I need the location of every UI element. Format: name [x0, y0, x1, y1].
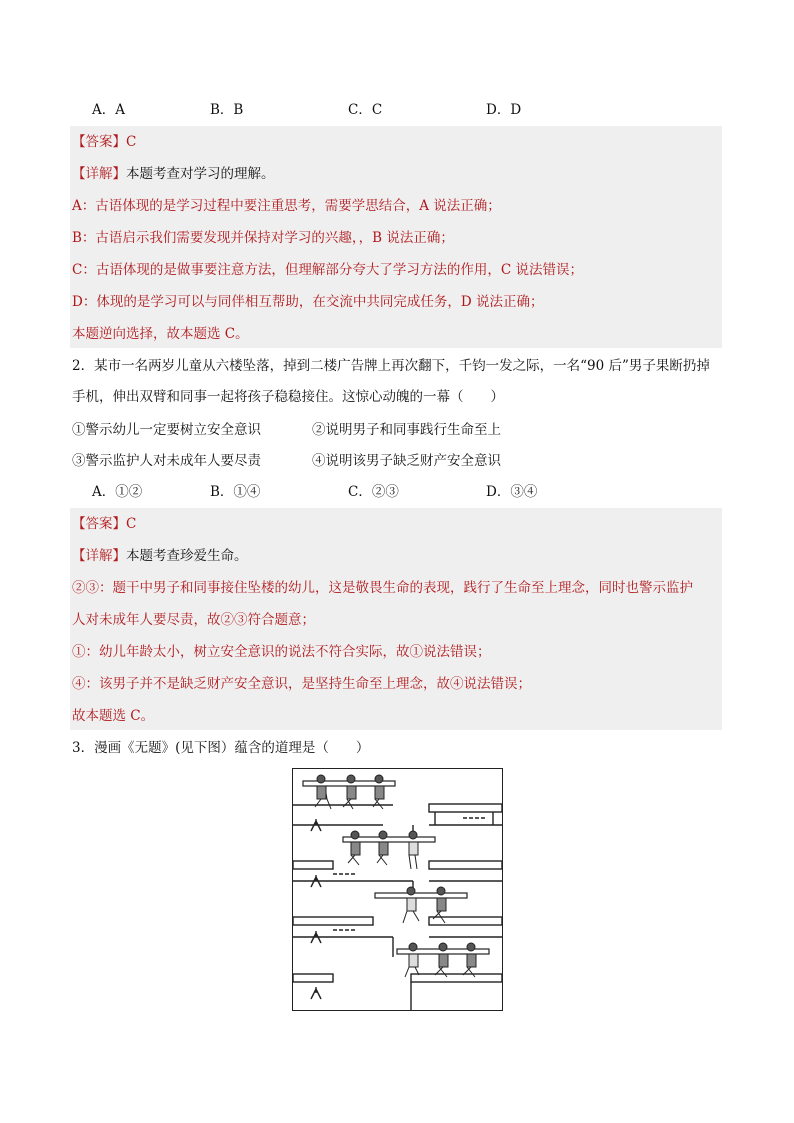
q2-conclusion: 故本题选 C。 — [72, 708, 155, 724]
q2-stem-line2: 手机，伸出双臂和同事一起将孩子稳稳接住。这惊心动魄的一幕（ ） — [72, 389, 504, 405]
q2-detail-text: 本题考查珍爱生命。 — [126, 548, 248, 564]
q2-explain-4: ④：该男子并不是缺乏财产安全意识，是坚持生命至上理念，故④说法错误； — [72, 676, 531, 692]
q1-explain-c: C：古语体现的是做事要注意方法，但理解部分夸大了学习方法的作用，C 说法错误； — [72, 262, 583, 278]
comic-illustration — [292, 768, 503, 1011]
q2-item-4: ④说明该男子缺乏财产安全意识 — [312, 453, 501, 469]
q1-option-b[interactable]: B．B — [210, 102, 244, 118]
q1-option-c[interactable]: C．C — [348, 102, 383, 118]
q2-item-1: ①警示幼儿一定要树立安全意识 — [72, 422, 261, 438]
q1-explain-d: D：体现的是学习可以与同伴相互帮助，在交流中共同完成任务，D 说法正确； — [72, 294, 544, 310]
q2-explain-1: ②③：题干中男子和同事接住坠楼的幼儿，这是敬畏生命的表现，践行了生命至上理念，同时也警示监护 — [72, 580, 693, 596]
q3-stem: 3．漫画《无题》(见下图）蕴含的道理是（ ） — [72, 740, 370, 756]
q2-detail-title: 【详解】本题考查珍爱生命。 — [72, 548, 248, 564]
q1-detail-text: 本题考查对学习的理解。 — [126, 166, 275, 182]
comic-drawing — [293, 769, 502, 1010]
q1-explain-b: B：古语启示我们需要发现并保持对学习的兴趣，，B 说法正确； — [72, 230, 454, 246]
q2-option-c[interactable]: C．②③ — [348, 484, 399, 500]
q2-option-a[interactable]: A．①② — [92, 484, 143, 500]
q1-option-d[interactable]: D．D — [486, 102, 522, 118]
q2-item-3: ③警示监护人对未成年人要尽责 — [72, 453, 261, 469]
q2-option-d[interactable]: D．③④ — [486, 484, 538, 500]
q2-stem-line1: 2．某市一名两岁儿童从六楼坠落，掉到二楼广告牌上再次翻下，千钧一发之际，一名“90 后”男子果断扔掉 — [72, 358, 710, 374]
q1-answer: 【答案】C — [72, 134, 137, 150]
q1-explain-a: A：古语体现的是学习过程中要注重思考，需要学思结合，A 说法正确； — [72, 198, 501, 214]
q1-conclusion: 本题逆向选择，故本题选 C。 — [72, 326, 249, 342]
q2-item-2: ②说明男子和同事践行生命至上 — [312, 422, 501, 438]
q2-explain-3: ①：幼儿年龄太小，树立安全意识的说法不符合实际，故①说法错误； — [72, 644, 491, 660]
q2-option-b[interactable]: B．①④ — [210, 484, 261, 500]
q2-answer: 【答案】C — [72, 516, 137, 532]
q2-explain-2: 人对未成年人要尽责，故②③符合题意； — [72, 612, 315, 628]
q1-option-a[interactable]: A．A — [92, 102, 125, 118]
q1-detail-title: 【详解】本题考查对学习的理解。 — [72, 166, 275, 182]
